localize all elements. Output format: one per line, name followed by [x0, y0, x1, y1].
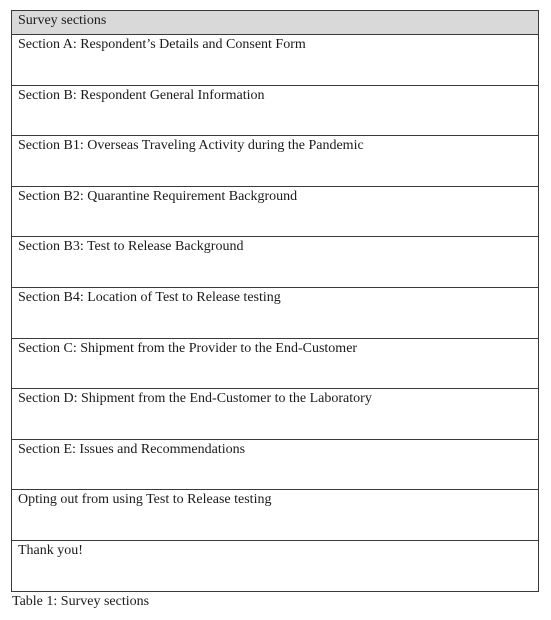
table-cell-section-c: Section C: Shipment from the Provider to the End-Customer: [12, 338, 539, 389]
table-row: [12, 35, 539, 86]
table-cell-section-b4: Section B4: Location of Test to Release testing: [12, 287, 539, 338]
table-body: [12, 35, 539, 592]
table-cell-section-a: Section A: Respondent’s Details and Consent Form: [12, 35, 539, 86]
table-cell-thank-you: Thank you!: [12, 540, 539, 591]
table-header-cell: Survey sections: [12, 11, 539, 35]
table-row: [12, 85, 539, 136]
table-row: [12, 287, 539, 338]
table-cell-opting-out: Opting out from using Test to Release testing: [12, 490, 539, 541]
table-row: [12, 389, 539, 440]
table-caption: Table 1: Survey sections: [12, 594, 150, 609]
table-row: [12, 136, 539, 187]
table-cell-section-b1: Section B1: Overseas Traveling Activity during the Pandemic: [12, 136, 539, 187]
table-row: [12, 237, 539, 288]
table-row: [12, 490, 539, 541]
table-cell-section-d: Section D: Shipment from the End-Customer to the Laboratory: [12, 389, 539, 440]
survey-sections-table: [11, 10, 539, 592]
table-cell-section-b3: Section B3: Test to Release Background: [12, 237, 539, 288]
table-cell-section-b2: Section B2: Quarantine Requirement Background: [12, 186, 539, 237]
table-cell-section-e: Section E: Issues and Recommendations: [12, 439, 539, 490]
table-row: [12, 540, 539, 591]
table-row: [12, 338, 539, 389]
table-row: [12, 439, 539, 490]
table-row: [12, 186, 539, 237]
table-cell-section-b: Section B: Respondent General Information: [12, 85, 539, 136]
header-row: [12, 11, 539, 35]
table-head: [12, 11, 539, 35]
